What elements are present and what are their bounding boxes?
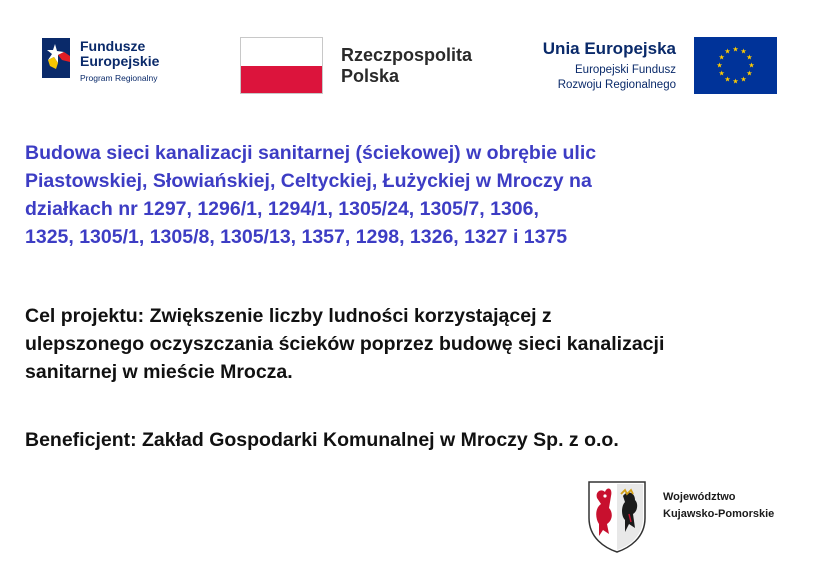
beneficiary: Beneficjent: Zakład Gospodarki Komunalnej w Mroczy Sp. z o.o. — [25, 429, 619, 451]
wojewodztwo-line-2: Kujawsko-Pomorskie — [663, 508, 775, 520]
svg-text:★: ★ — [746, 69, 753, 78]
fe-name-line-2: Europejskie — [80, 53, 160, 69]
logo-bar — [0, 0, 829, 120]
rp-line-2: Polska — [341, 66, 400, 86]
project-goal — [25, 302, 815, 386]
svg-text:★: ★ — [748, 61, 755, 70]
svg-text:★: ★ — [732, 45, 739, 54]
unia-europejska-text — [543, 39, 676, 93]
eu-flag-icon — [694, 37, 777, 94]
polish-flag-red-stripe — [241, 66, 322, 94]
svg-text:★: ★ — [740, 75, 747, 84]
rzeczpospolita-polska-text — [341, 45, 472, 87]
svg-text:★: ★ — [740, 47, 747, 56]
goal-line-1: Cel projektu: Zwiększenie liczby ludności korzystającej z — [25, 305, 552, 327]
fe-subtitle: Program Regionalny — [80, 73, 158, 83]
wojewodztwo-text — [663, 489, 774, 523]
title-line-1: Budowa sieci kanalizacji sanitarnej (ściekowej) w obrębie ulic — [25, 142, 597, 164]
ue-name: Unia Europejska — [542, 39, 676, 58]
title-line-2: Piastowskiej, Słowiańskiej, Celtyckiej, Łużyckiej w Mroczy na — [25, 170, 592, 192]
ue-fund-line-1: Europejski Fundusz — [575, 64, 676, 76]
fundusze-europejskie-logo — [40, 36, 190, 94]
goal-line-3: sanitarnej w mieście Mrocza. — [25, 361, 293, 383]
rp-line-1: Rzeczpospolita — [341, 45, 473, 65]
svg-text:★: ★ — [718, 53, 725, 62]
polish-flag-white-stripe — [241, 38, 322, 66]
fundusze-europejskie-emblem-icon — [40, 36, 74, 80]
project-title — [25, 139, 815, 251]
wojewodztwo-line-1: Województwo — [663, 491, 736, 503]
svg-text:★: ★ — [724, 75, 731, 84]
svg-text:★: ★ — [746, 53, 753, 62]
title-line-4: 1325, 1305/1, 1305/8, 1305/13, 1357, 1298, 1326, 1327 i 1375 — [25, 226, 568, 248]
wojewodztwo-logo — [585, 478, 805, 558]
fundusze-europejskie-text — [80, 39, 159, 83]
eu-stars-icon — [694, 37, 777, 94]
svg-text:★: ★ — [718, 69, 725, 78]
svg-text:★: ★ — [732, 77, 739, 86]
svg-text:★: ★ — [724, 47, 731, 56]
title-line-3: działkach nr 1297, 1296/1, 1294/1, 1305/24, 1305/7, 1306, — [25, 198, 539, 220]
kujawsko-pomorskie-coat-of-arms-icon — [585, 478, 649, 554]
polish-flag-icon — [240, 37, 323, 94]
ue-fund-line-2: Rozwoju Regionalnego — [557, 79, 676, 91]
svg-text:★: ★ — [716, 61, 723, 70]
goal-line-2: ulepszonego oczyszczania ścieków poprzez budowę sieci kanalizacji — [25, 333, 665, 355]
fe-name-line-1: Fundusze — [80, 38, 146, 54]
